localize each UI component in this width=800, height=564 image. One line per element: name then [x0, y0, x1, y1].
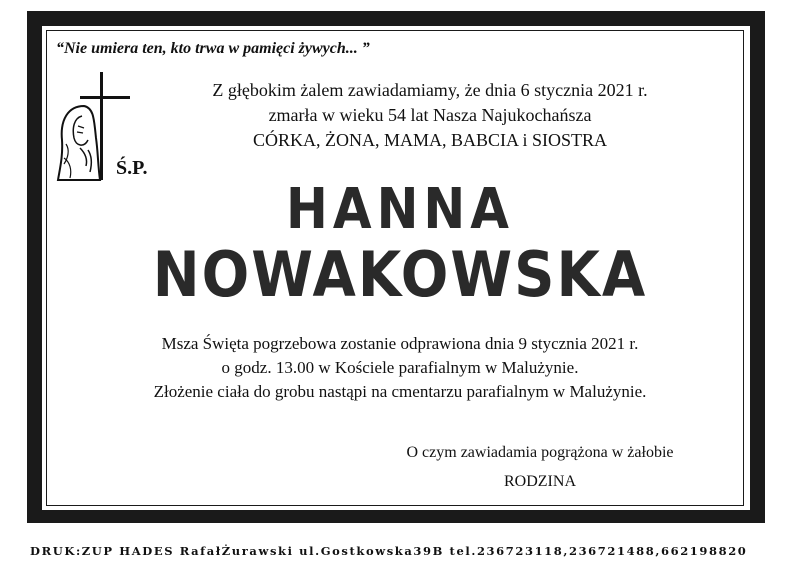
deceased-last-name: NOWAKOWSKA: [152, 239, 648, 312]
announcement-block: [150, 78, 710, 153]
closing-block: [370, 438, 710, 496]
relations-line: CÓRKA, ŻONA, MAMA, BABCIA i SIOSTRA: [252, 130, 608, 150]
deceased-first-name: HANNA: [286, 176, 514, 242]
burial-line: Złożenie ciała do grobu nastąpi na cmentarzu parafialnym w Malużynie.: [153, 382, 647, 401]
announcement-line: zmarła w wieku 54 lat Nasza Najukochańsza: [268, 105, 592, 125]
family-signature: RODZINA: [504, 473, 576, 490]
motto-quote: “Nie umiera ten, kto trwa w pamięci żywych... ”: [56, 40, 370, 57]
service-line: o godz. 13.00 w Kościele parafialnym w Malużynie.: [221, 358, 579, 377]
printer-info: DRUK:ZUP HADES RafałŻurawski ul.Gostkowska39B tel.236723118,236721488,662198820: [30, 544, 748, 558]
announcement-line: Z głębokim żalem zawiadamiamy, że dnia 6 stycznia 2021 r.: [212, 80, 648, 100]
service-line: Msza Święta pogrzebowa zostanie odprawiona dnia 9 stycznia 2021 r.: [161, 334, 639, 353]
mourning-note: O czym zawiadamia pogrążona w żałobie: [406, 444, 674, 461]
sp-abbreviation: Ś.P.: [116, 157, 148, 179]
funeral-service-info: [110, 332, 690, 404]
